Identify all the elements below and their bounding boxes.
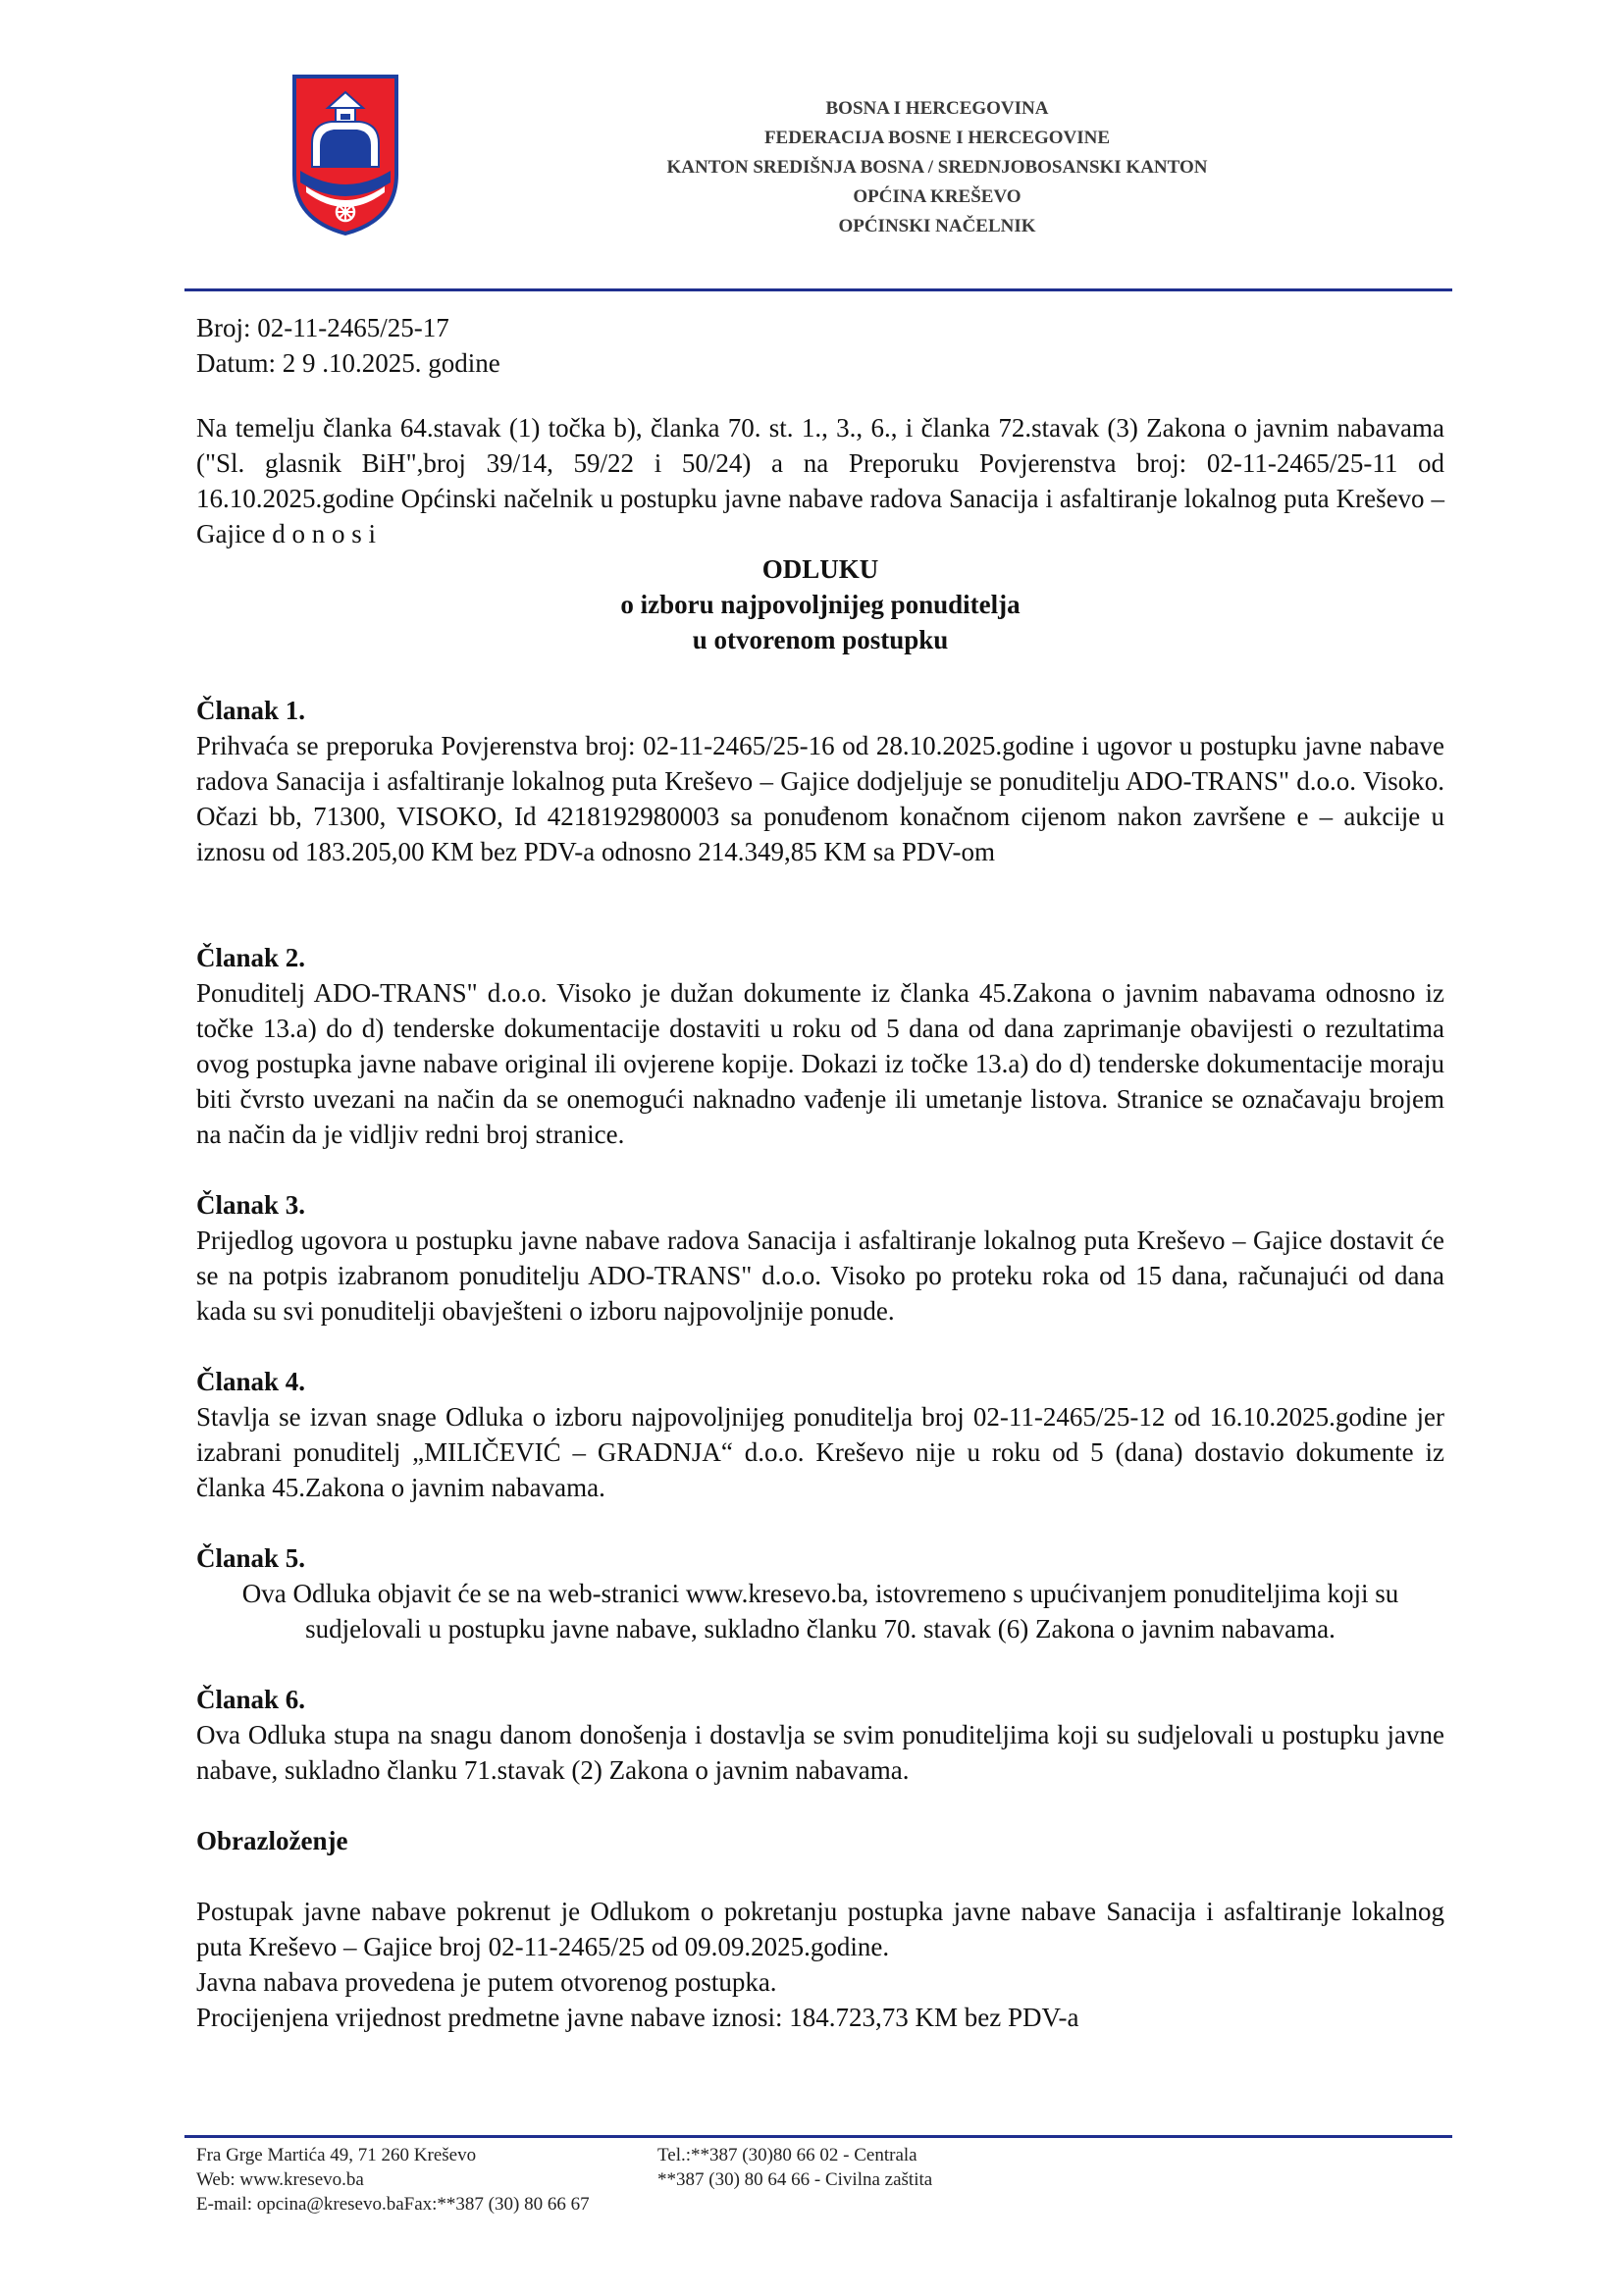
reasoning-paragraph-2: Javna nabava provedena je putem otvorenog postupka. bbox=[196, 1967, 777, 1997]
footer-web: Web: www.kresevo.ba bbox=[196, 2169, 364, 2190]
decision-title bbox=[196, 551, 1444, 657]
article-4-text: Stavlja se izvan snage Odluka o izboru najpovoljnijeg ponuditelja broj 02-11-2465/25-12 od 16.10.2025.godine jer izabrani ponuditelj „MILIČEVIĆ – GRADNJA“ d.o.o. Kreševo nije u roku od 5 (dana) dostavio dokumente iz članka 45.Zakona o javnim nabavama. bbox=[196, 1402, 1444, 1502]
reasoning-paragraph-1: Postupak javne nabave pokrenut je Odlukom o pokretanju postupka javne nabave Sanacija i asfaltiranje lokalnog puta Kreševo – Gajice broj 02-11-2465/25 od 09.09.2025.godine. bbox=[196, 1897, 1444, 1961]
footer-phone-civil-protection: **387 (30) 80 64 66 - Civilna zaštita bbox=[657, 2169, 933, 2190]
footer-divider bbox=[184, 2135, 1452, 2138]
intro-paragraph: Na temelju članka 64.stavak (1) točka b), članka 70. st. 1., 3., 6., i članka 72.stavak (3) Zakona o javnim nabavama ("Sl. glasnik BiH",broj 39/14, 59/22 i 50/24) a na Preporuku Povjerenstva broj: 02-11-2465/25-11 od 16.10.2025.godine Općinski načelnik u postupku javne nabave radova Sanacija i asfaltiranje lokalnog puta Kreševo – Gajice d o n o s i bbox=[196, 413, 1444, 548]
header-divider bbox=[184, 288, 1452, 291]
article-2-heading: Članak 2. bbox=[196, 943, 306, 972]
footer-email-fax: E-mail: opcina@kresevo.baFax:**387 (30) 80 66 67 bbox=[196, 2194, 590, 2215]
letterhead bbox=[589, 94, 1285, 241]
reasoning-heading: Obrazloženje bbox=[196, 1826, 348, 1855]
reasoning-paragraph-3: Procijenjena vrijednost predmetne javne nabave iznosi: 184.723,73 KM bez PDV-a bbox=[196, 2003, 1079, 2032]
article-6-heading: Članak 6. bbox=[196, 1685, 306, 1714]
document-date: Datum: 2 9 .10.2025. godine bbox=[196, 348, 500, 378]
article-5-heading: Članak 5. bbox=[196, 1543, 306, 1573]
decision-title-line3: u otvorenom postupku bbox=[692, 625, 949, 654]
article-6-text: Ova Odluka stupa na snagu danom donošenja i dostavlja se svim ponuditeljima koji su sudjelovali u postupku javne nabave, sukladno članku 71.stavak (2) Zakona o javnim nabavama. bbox=[196, 1720, 1444, 1785]
footer-address: Fra Grge Martića 49, 71 260 Kreševo bbox=[196, 2145, 477, 2165]
header-office: OPĆINSKI NAČELNIK bbox=[838, 216, 1036, 236]
decision-title-line2: o izboru najpovoljnijeg ponuditelja bbox=[620, 590, 1021, 619]
header-federation: FEDERACIJA BOSNE I HERCEGOVINE bbox=[763, 128, 1111, 148]
article-5-text: Ova Odluka objavit će se na web-stranici www.kresevo.ba, istovremeno s upućivanjem ponuditeljima koji su sudjelovali u postupku javne nabave, sukladno članku 70. stavak (6) Zakona o javnim nabavama. bbox=[241, 1579, 1399, 1643]
header-canton: KANTON SREDIŠNJA BOSNA / SREDNJOBOSANSKI KANTON bbox=[666, 157, 1208, 178]
header-municipality: OPĆINA KREŠEVO bbox=[853, 186, 1022, 207]
article-2-text: Ponuditelj ADO-TRANS" d.o.o. Visoko je dužan dokumente iz članka 45.Zakona o javnim nabavama odnosno iz točke 13.a) do d) tenderske dokumentacije dostaviti u roku od 5 dana od dana zaprimanje obavijesti o rezultatima ovog postupka javne nabave original ili ovjerene kopije. Dokazi iz točke 13.a) do d) tenderske dokumentacije moraju biti čvrsto uvezani na način da se onemogući naknadno vađenje ili umetanje listova. Stranice se označavaju brojem na način da je vidljiv redni broj stranice. bbox=[196, 978, 1444, 1149]
article-3-heading: Članak 3. bbox=[196, 1190, 306, 1220]
municipality-crest-icon bbox=[290, 73, 400, 237]
document-number: Broj: 02-11-2465/25-17 bbox=[196, 313, 449, 342]
article-4-heading: Članak 4. bbox=[196, 1367, 306, 1396]
article-1-text: Prihvaća se preporuka Povjerenstva broj: 02-11-2465/25-16 od 28.10.2025.godine i ugovor u postupku javne nabave radova Sanacija i asfaltiranje lokalnog puta Kreševo – Gajice dodjeljuje se ponuditelju ADO-TRANS" d.o.o. Visoko. Očazi bb, 71300, VISOKO, Id 4218192980003 sa ponuđenom konačnom cijenom nakon završene e – aukcije u iznosu od 183.205,00 KM bez PDV-a odnosno 214.349,85 KM sa PDV-om bbox=[196, 731, 1444, 866]
article-1-heading: Članak 1. bbox=[196, 696, 306, 725]
footer bbox=[196, 2143, 933, 2217]
decision-title-line1: ODLUKU bbox=[761, 554, 879, 584]
footer-phone-central: Tel.:**387 (30)80 66 02 - Centrala bbox=[657, 2145, 917, 2165]
header-country: BOSNA I HERCEGOVINA bbox=[825, 98, 1049, 119]
document-meta bbox=[196, 310, 500, 381]
document-body bbox=[196, 410, 1444, 2035]
article-3-text: Prijedlog ugovora u postupku javne nabave radova Sanacija i asfaltiranje lokalnog puta Kreševo – Gajice dostavit će se na potpis izabranom ponuditelju ADO-TRANS" d.o.o. Visoko po proteku roka od 15 dana, računajući od dana kada su svi ponuditelji obavješteni o izboru najpovoljnije ponude. bbox=[196, 1226, 1444, 1326]
